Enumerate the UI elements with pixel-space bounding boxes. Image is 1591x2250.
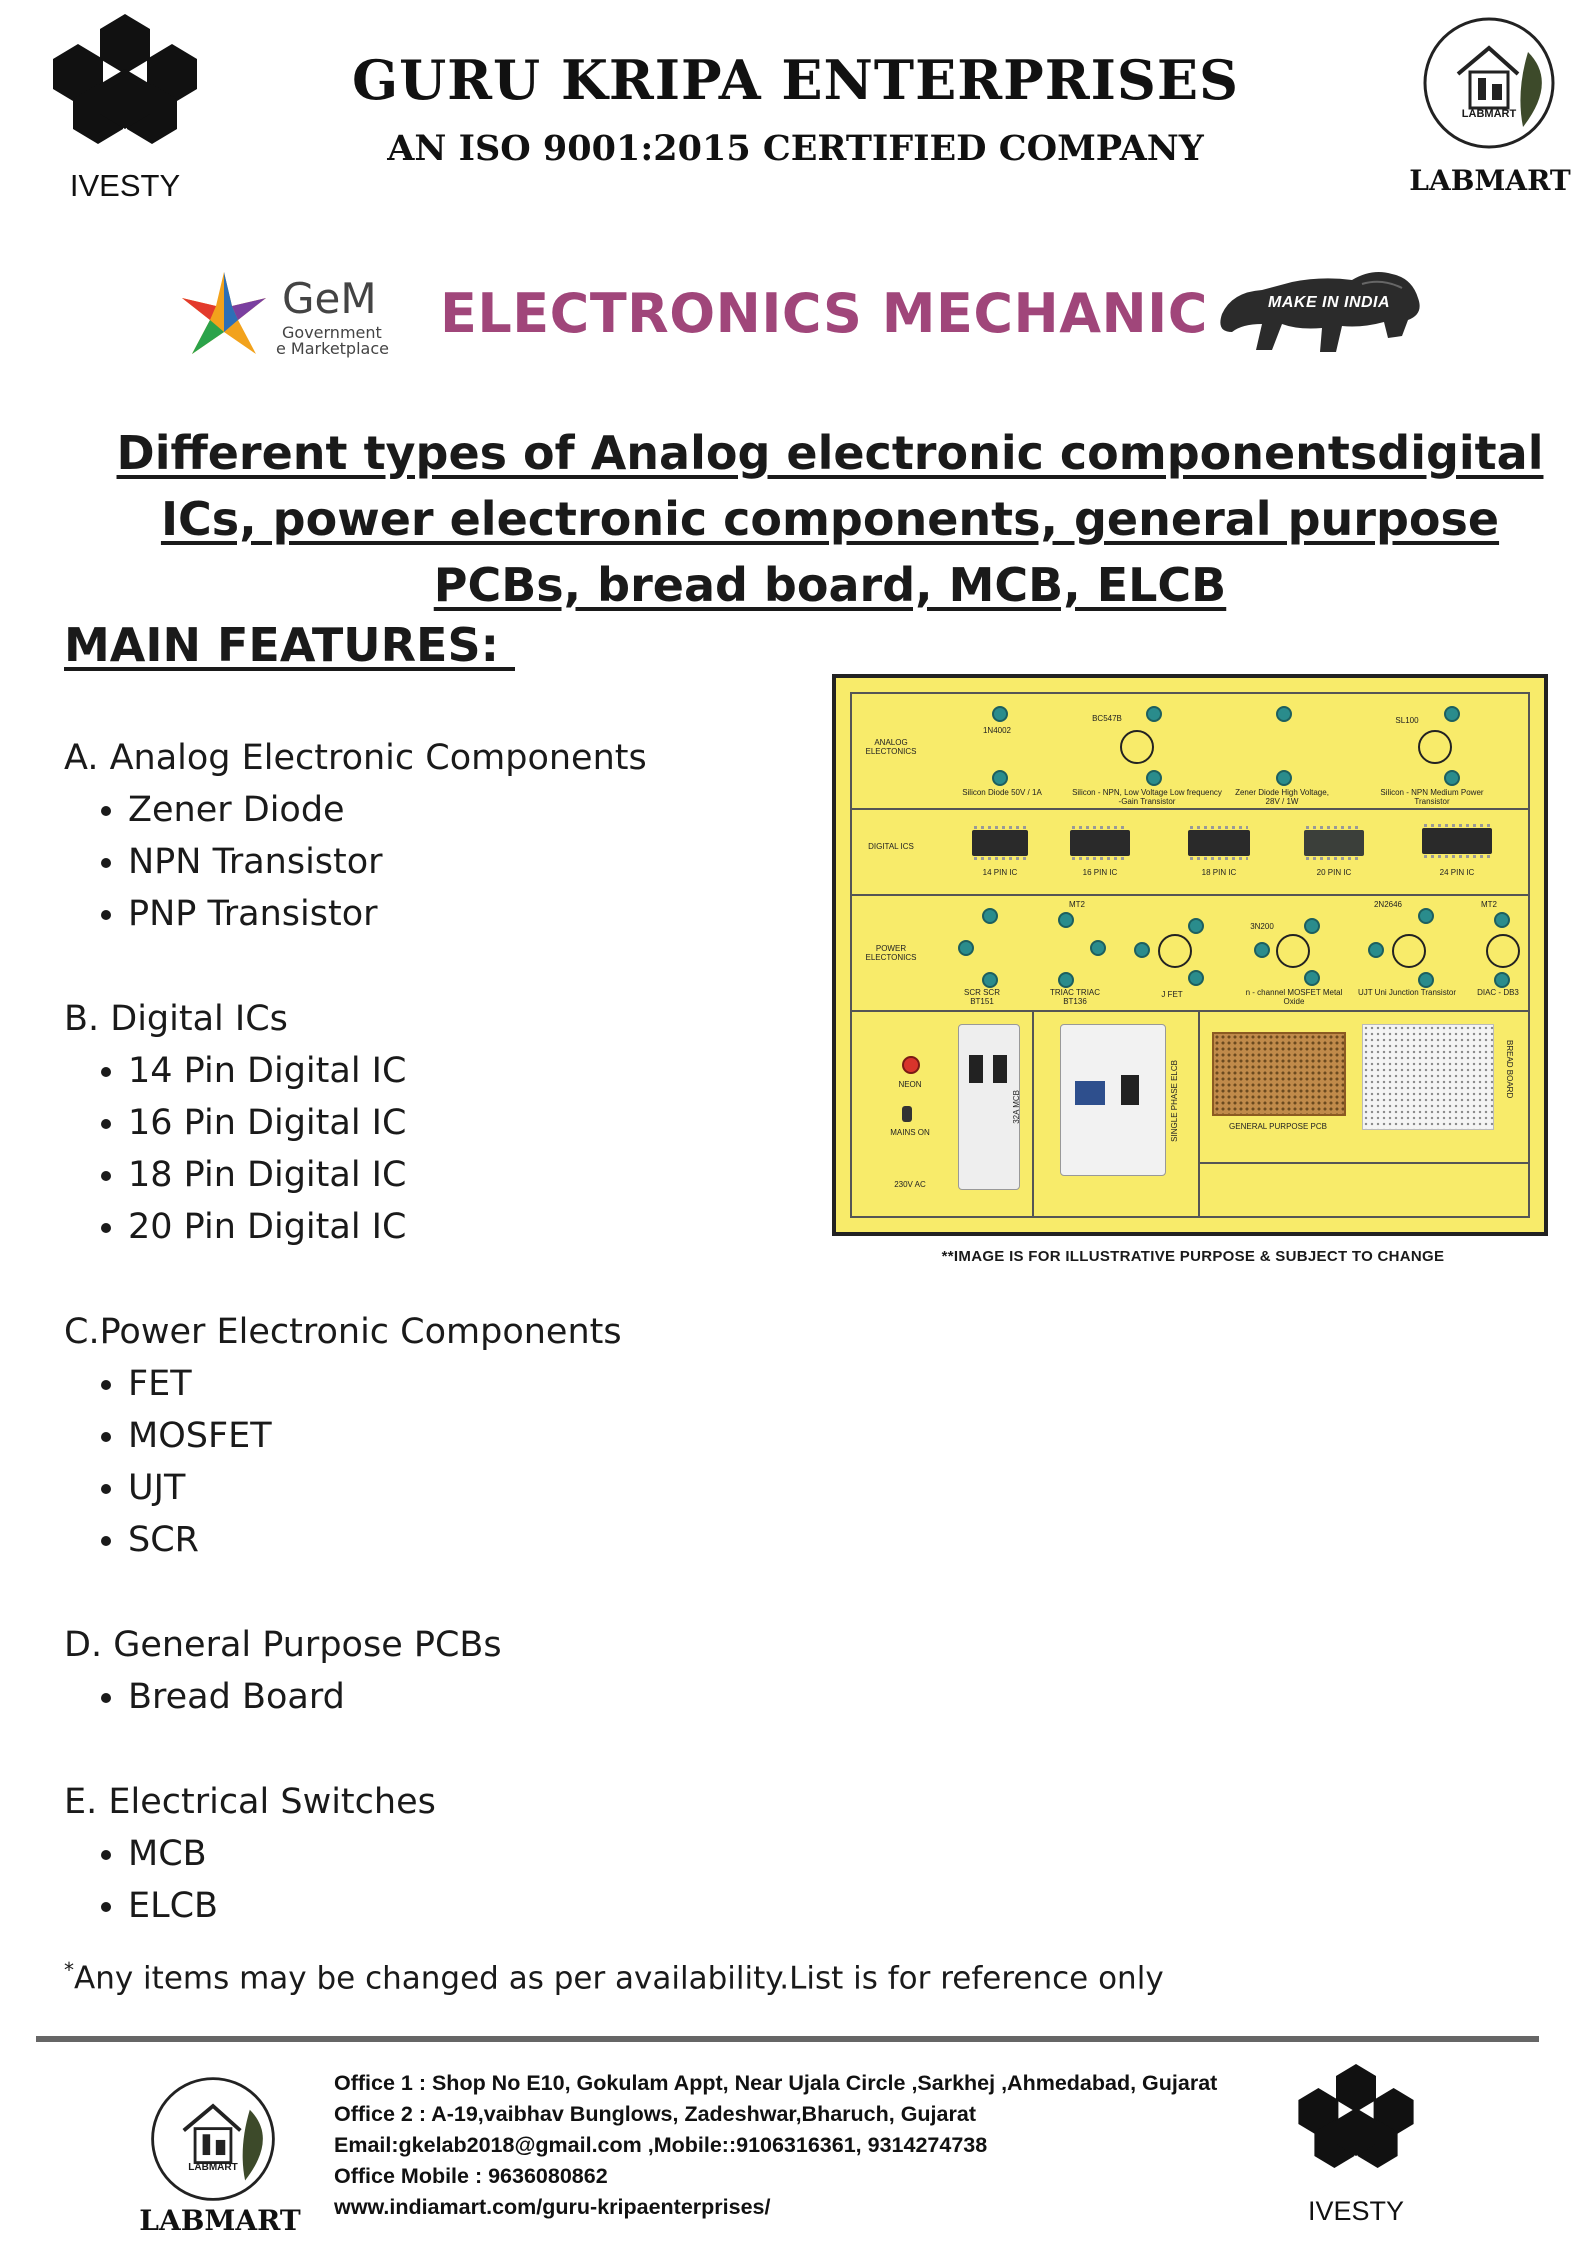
image-disclaimer: **IMAGE IS FOR ILLUSTRATIVE PURPOSE & SUBJECT TO CHANGE [941,1248,1445,1265]
mosfet-symbol [1276,934,1310,968]
feature-item: • SCR [128,1514,804,1566]
feature-group [64,993,804,1253]
transistor-symbol [1418,730,1452,764]
board-row-digital [852,808,1528,896]
analog-part-label: BC547B [1092,714,1122,723]
power-caption: n - channel MOSFET Metal Oxide [1245,988,1343,1006]
certification-line: AN ISO 9001:2015 CERTIFIED COMPANY [387,128,1204,169]
jfet-symbol [1158,934,1192,968]
footer-contact [334,2068,1217,2223]
labmart-emblem-icon [146,2072,280,2206]
gem-subtitle-2: e Marketplace [276,339,389,358]
main-features-title: MAIN FEATURES: [64,618,515,672]
feature-group [64,1776,804,1932]
footer-labmart-logo [146,2072,280,2206]
board-row-power [852,894,1528,1012]
mcb-device [958,1024,1020,1190]
breadboard-label: BREAD BOARD [1505,1040,1514,1099]
board-terminal [992,770,1008,786]
power-part-label: MT2 [1069,900,1085,909]
analog-caption: Silicon Diode 50V / 1A [962,788,1042,797]
power-caption: SCR SCR BT151 [963,988,1000,1006]
ic-label: 16 PIN IC [1082,868,1118,877]
feature-item: • Bread Board [128,1671,804,1723]
mains-switch [902,1106,912,1122]
mcb-lever [993,1055,1007,1083]
gem-logo [176,268,396,364]
mains-on-label: MAINS ON [890,1128,930,1137]
feature-item: • FET [128,1358,804,1410]
ic-label: 14 PIN IC [982,868,1018,877]
ic-chip [972,830,1028,856]
board-terminal [1276,706,1292,722]
feature-item: • MCB [128,1828,804,1880]
ivesty-logo-label: IVESTY [69,168,181,203]
general-pcb-label: GENERAL PURPOSE PCB [1229,1122,1327,1131]
make-in-india-text: MAKE IN INDIA [1268,294,1391,311]
analog-part-label: 1N4002 [982,726,1012,735]
board-terminal [1188,970,1204,986]
board-terminal [958,940,974,956]
footer-office-1: Office 1 : Shop No E10, Gokulam Appt, Near Ujala Circle ,Sarkhej ,Ahmedabad, Gujarat [334,2071,1218,2095]
elcb-label: SINGLE PHASE ELCB [1170,1060,1179,1142]
board-terminal [1254,942,1270,958]
board-terminal [1058,972,1074,988]
company-name: GURU KRIPA ENTERPRISES [351,48,1240,112]
breadboard [1362,1024,1494,1130]
feature-item: • Zener Diode [128,784,804,836]
ujt-symbol [1392,934,1426,968]
board-row-analog [852,694,1528,810]
feature-group-title: C.Power Electronic Components [64,1312,622,1352]
board-terminal [1418,908,1434,924]
board-terminal [982,908,998,924]
board-terminal [1188,918,1204,934]
neon-label: NEON [898,1080,922,1089]
trainer-board-image [832,674,1548,1236]
feature-item: • UJT [128,1462,804,1514]
elcb-window [1075,1081,1105,1105]
board-row-label: POWER ELECTONICS [865,944,917,962]
board-terminal [1304,918,1320,934]
board-row-bottom [852,1010,1528,1216]
feature-item: • 20 Pin Digital IC [128,1201,804,1253]
board-terminal [1090,940,1106,956]
feature-group [64,1619,804,1723]
ic-label: 18 PIN IC [1201,868,1237,877]
feature-group-title: B. Digital ICs [64,999,288,1039]
board-terminal [1494,912,1510,928]
footer-divider [36,2036,1539,2042]
feature-group-title: A. Analog Electronic Components [64,738,647,778]
elcb-device [1060,1024,1166,1176]
feature-list [64,732,804,1985]
ic-label: 24 PIN IC [1439,868,1475,877]
power-part-label: 3N200 [1250,922,1274,931]
board-terminal [1146,706,1162,722]
elcb-lever [1121,1075,1139,1105]
gem-title: GeM [282,274,377,323]
footer-labmart-label: LABMART [139,2204,301,2237]
note-text: Any items may be changed as per availability.List is for reference only [74,1960,1164,1997]
board-row-label: DIGITAL ICS [868,842,914,851]
ac-label: 230V AC [894,1180,926,1189]
feature-item: • 14 Pin Digital IC [128,1045,804,1097]
section-title: ELECTRONICS MECHANIC [440,282,1208,345]
feature-group [64,732,804,940]
footer-email-mobile[interactable]: Email:gkelab2018@gmail.com ,Mobile::9106316361, 9314274738 [334,2133,988,2157]
feature-item: • 18 Pin Digital IC [128,1149,804,1201]
ic-chip [1188,830,1250,856]
footer-ivesty-logo [1296,2064,1416,2184]
transistor-symbol [1120,730,1154,764]
feature-item: • PNP Transistor [128,888,804,940]
feature-item: • NPN Transistor [128,836,804,888]
board-terminal [1276,770,1292,786]
footer-ivesty-label: IVESTY [1307,2196,1405,2226]
footer-website-link[interactable]: www.indiamart.com/guru-kripaenterprises/ [334,2195,771,2219]
ic-label: 20 PIN IC [1316,868,1352,877]
board-row-label: ANALOG ELECTONICS [865,738,917,756]
labmart-logo-inner-text: LABMART [1461,108,1517,120]
headline: Different types of Analog electronic componentsdigital ICs, power electronic components, general purpose PCBs, bread board, MCB, ELCB [116,426,1544,612]
board-terminal [982,972,998,988]
board-terminal [1134,942,1150,958]
feature-item: • 16 Pin Digital IC [128,1097,804,1149]
analog-part-label: SL100 [1395,716,1419,725]
mcb-label: 32A MCB [1012,1090,1021,1124]
feature-item: • ELCB [128,1880,804,1932]
board-terminal [1444,706,1460,722]
board-terminal [1304,970,1320,986]
board-terminal [1418,972,1434,988]
ic-chip [1304,830,1364,856]
availability-note [64,1958,1164,1996]
power-caption: TRIAC TRIAC BT136 [1049,988,1101,1006]
feature-group [64,1306,804,1566]
ic-chip [1422,828,1492,854]
analog-caption: Zener Diode High Voltage, 28V / 1W [1235,788,1329,806]
make-in-india-logo [1212,262,1426,362]
board-terminal [1368,942,1384,958]
diac-symbol [1486,934,1520,968]
footer-office-mobile: Office Mobile : 9636080862 [334,2164,608,2188]
analog-caption: Silicon - NPN, Low Voltage Low frequency -Gain Transistor [1072,788,1222,806]
analog-caption: Silicon - NPN Medium Power Transistor [1380,788,1484,806]
gem-star-icon [176,268,272,364]
general-pcb [1212,1032,1346,1116]
neon-lamp [902,1056,920,1074]
power-part-label: MT2 [1481,900,1497,909]
footer-logo-inner-text: LABMART [188,2162,238,2173]
board-terminal [1146,770,1162,786]
ivesty-cube-icon [1296,2064,1416,2184]
board-divider [1198,1162,1528,1164]
board-terminal [1494,972,1510,988]
power-caption: UJT Uni Junction Transistor [1357,988,1457,997]
power-caption: DIAC - DB3 [1477,988,1519,997]
board-divider [1198,1010,1200,1216]
board-terminal [1058,912,1074,928]
board-terminal [992,706,1008,722]
feature-item: • MOSFET [128,1410,804,1462]
board-frame [850,692,1530,1218]
labmart-logo [1418,12,1560,154]
feature-group-title: D. General Purpose PCBs [64,1625,502,1665]
gem-subtitle-1: Government [282,323,382,342]
note-asterisk: * [64,1958,74,1982]
ic-chip [1070,830,1130,856]
mcb-lever [969,1055,983,1083]
power-caption: J FET [1161,990,1183,999]
labmart-emblem-icon [1418,12,1560,154]
lion-icon [1212,262,1426,362]
footer-office-2: Office 2 : A-19,vaibhav Bunglows, Zadeshwar,Bharuch, Gujarat [334,2102,976,2126]
power-part-label: 2N2646 [1373,900,1403,909]
board-terminal [1444,770,1460,786]
feature-group-title: E. Electrical Switches [64,1782,436,1822]
labmart-logo-label: LABMART [1409,164,1571,197]
